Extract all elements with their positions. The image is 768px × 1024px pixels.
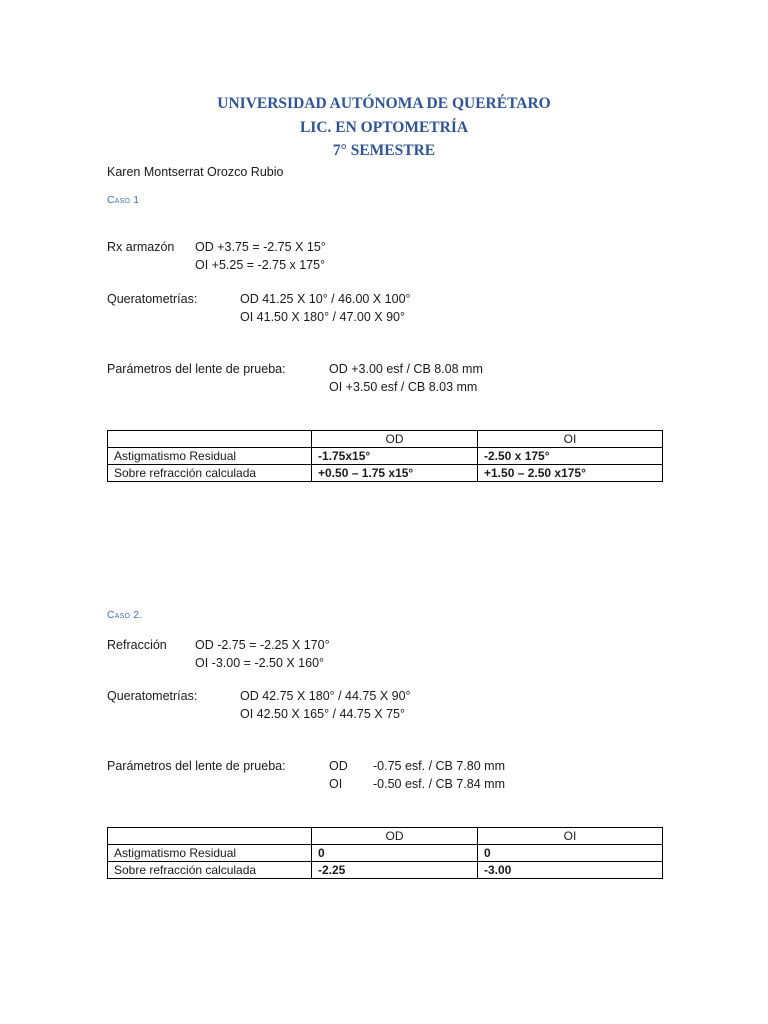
- case2-rx-label: Refracción: [107, 638, 167, 652]
- table-header-empty: [108, 828, 312, 845]
- university-title: UNIVERSIDAD AUTÓNOMA DE QUERÉTARO: [217, 95, 551, 112]
- case1-keratometry-label: Queratometrías:: [107, 292, 198, 306]
- table-row: [108, 465, 663, 482]
- case2-rx-od: OD -2.75 = -2.25 X 170°: [195, 638, 330, 652]
- case2-lens-label: Parámetros del lente de prueba:: [107, 759, 286, 773]
- case1-rx-oi: OI +5.25 = -2.75 x 175°: [195, 258, 326, 272]
- table-header-row: [108, 431, 663, 448]
- case1-rx-od: OD +3.75 = -2.75 X 15°: [195, 240, 326, 254]
- row-od-value: +0.50 – 1.75 x15°: [312, 465, 478, 482]
- row-oi-value: +1.50 – 2.50 x175°: [478, 465, 663, 482]
- case1-lens-label: Parámetros del lente de prueba:: [107, 362, 286, 376]
- case1-rx-label: Rx armazón: [107, 240, 175, 254]
- case2-lens-od-eye: OD: [329, 759, 348, 773]
- case2-keratometry-oi: OI 42.50 X 165° / 44.75 X 75°: [240, 707, 405, 721]
- case2-heading: Caso 2.: [107, 609, 143, 621]
- case1-lens-od: OD +3.00 esf / CB 8.08 mm: [329, 362, 483, 376]
- table-row: [108, 862, 663, 879]
- row-od-value: 0: [312, 845, 478, 862]
- case2-rx-oi: OI -3.00 = -2.50 X 160°: [195, 656, 325, 670]
- table-header-oi: OI: [478, 828, 663, 845]
- program-title: LIC. EN OPTOMETRÍA: [299, 119, 469, 136]
- row-oi-value: -3.00: [478, 862, 663, 879]
- case2-keratometry-od: OD 42.75 X 180° / 44.75 X 90°: [240, 689, 411, 703]
- table-header-od: OD: [312, 431, 478, 448]
- case1-results-table: [107, 430, 663, 482]
- row-label: Astigmatismo Residual: [108, 845, 312, 862]
- row-oi-value: -2.50 x 175°: [478, 448, 663, 465]
- case2-lens-oi-eye: OI: [329, 777, 343, 791]
- case1-lens-oi: OI +3.50 esf / CB 8.03 mm: [329, 380, 478, 394]
- row-od-value: -1.75x15°: [312, 448, 478, 465]
- table-header-od: OD: [312, 828, 478, 845]
- author-name: Karen Montserrat Orozco Rubio: [107, 165, 284, 179]
- table-row: [108, 448, 663, 465]
- row-od-value: -2.25: [312, 862, 478, 879]
- case1-heading: Caso 1: [107, 194, 140, 206]
- case1-keratometry-od: OD 41.25 X 10° / 46.00 X 100°: [240, 292, 411, 306]
- case2-lens-od-value: -0.75 esf. / CB 7.80 mm: [373, 759, 505, 773]
- case2-keratometry-label: Queratometrías:: [107, 689, 198, 703]
- semester-title: 7° SEMESTRE: [332, 142, 436, 159]
- row-label: Sobre refracción calculada: [108, 465, 312, 482]
- case2-lens-oi-value: -0.50 esf. / CB 7.84 mm: [373, 777, 505, 791]
- row-label: Astigmatismo Residual: [108, 448, 312, 465]
- table-header-row: [108, 828, 663, 845]
- case1-keratometry-oi: OI 41.50 X 180° / 47.00 X 90°: [240, 310, 405, 324]
- row-oi-value: 0: [478, 845, 663, 862]
- table-header-oi: OI: [478, 431, 663, 448]
- table-row: [108, 845, 663, 862]
- table-header-empty: [108, 431, 312, 448]
- row-label: Sobre refracción calculada: [108, 862, 312, 879]
- case2-results-table: [107, 827, 663, 879]
